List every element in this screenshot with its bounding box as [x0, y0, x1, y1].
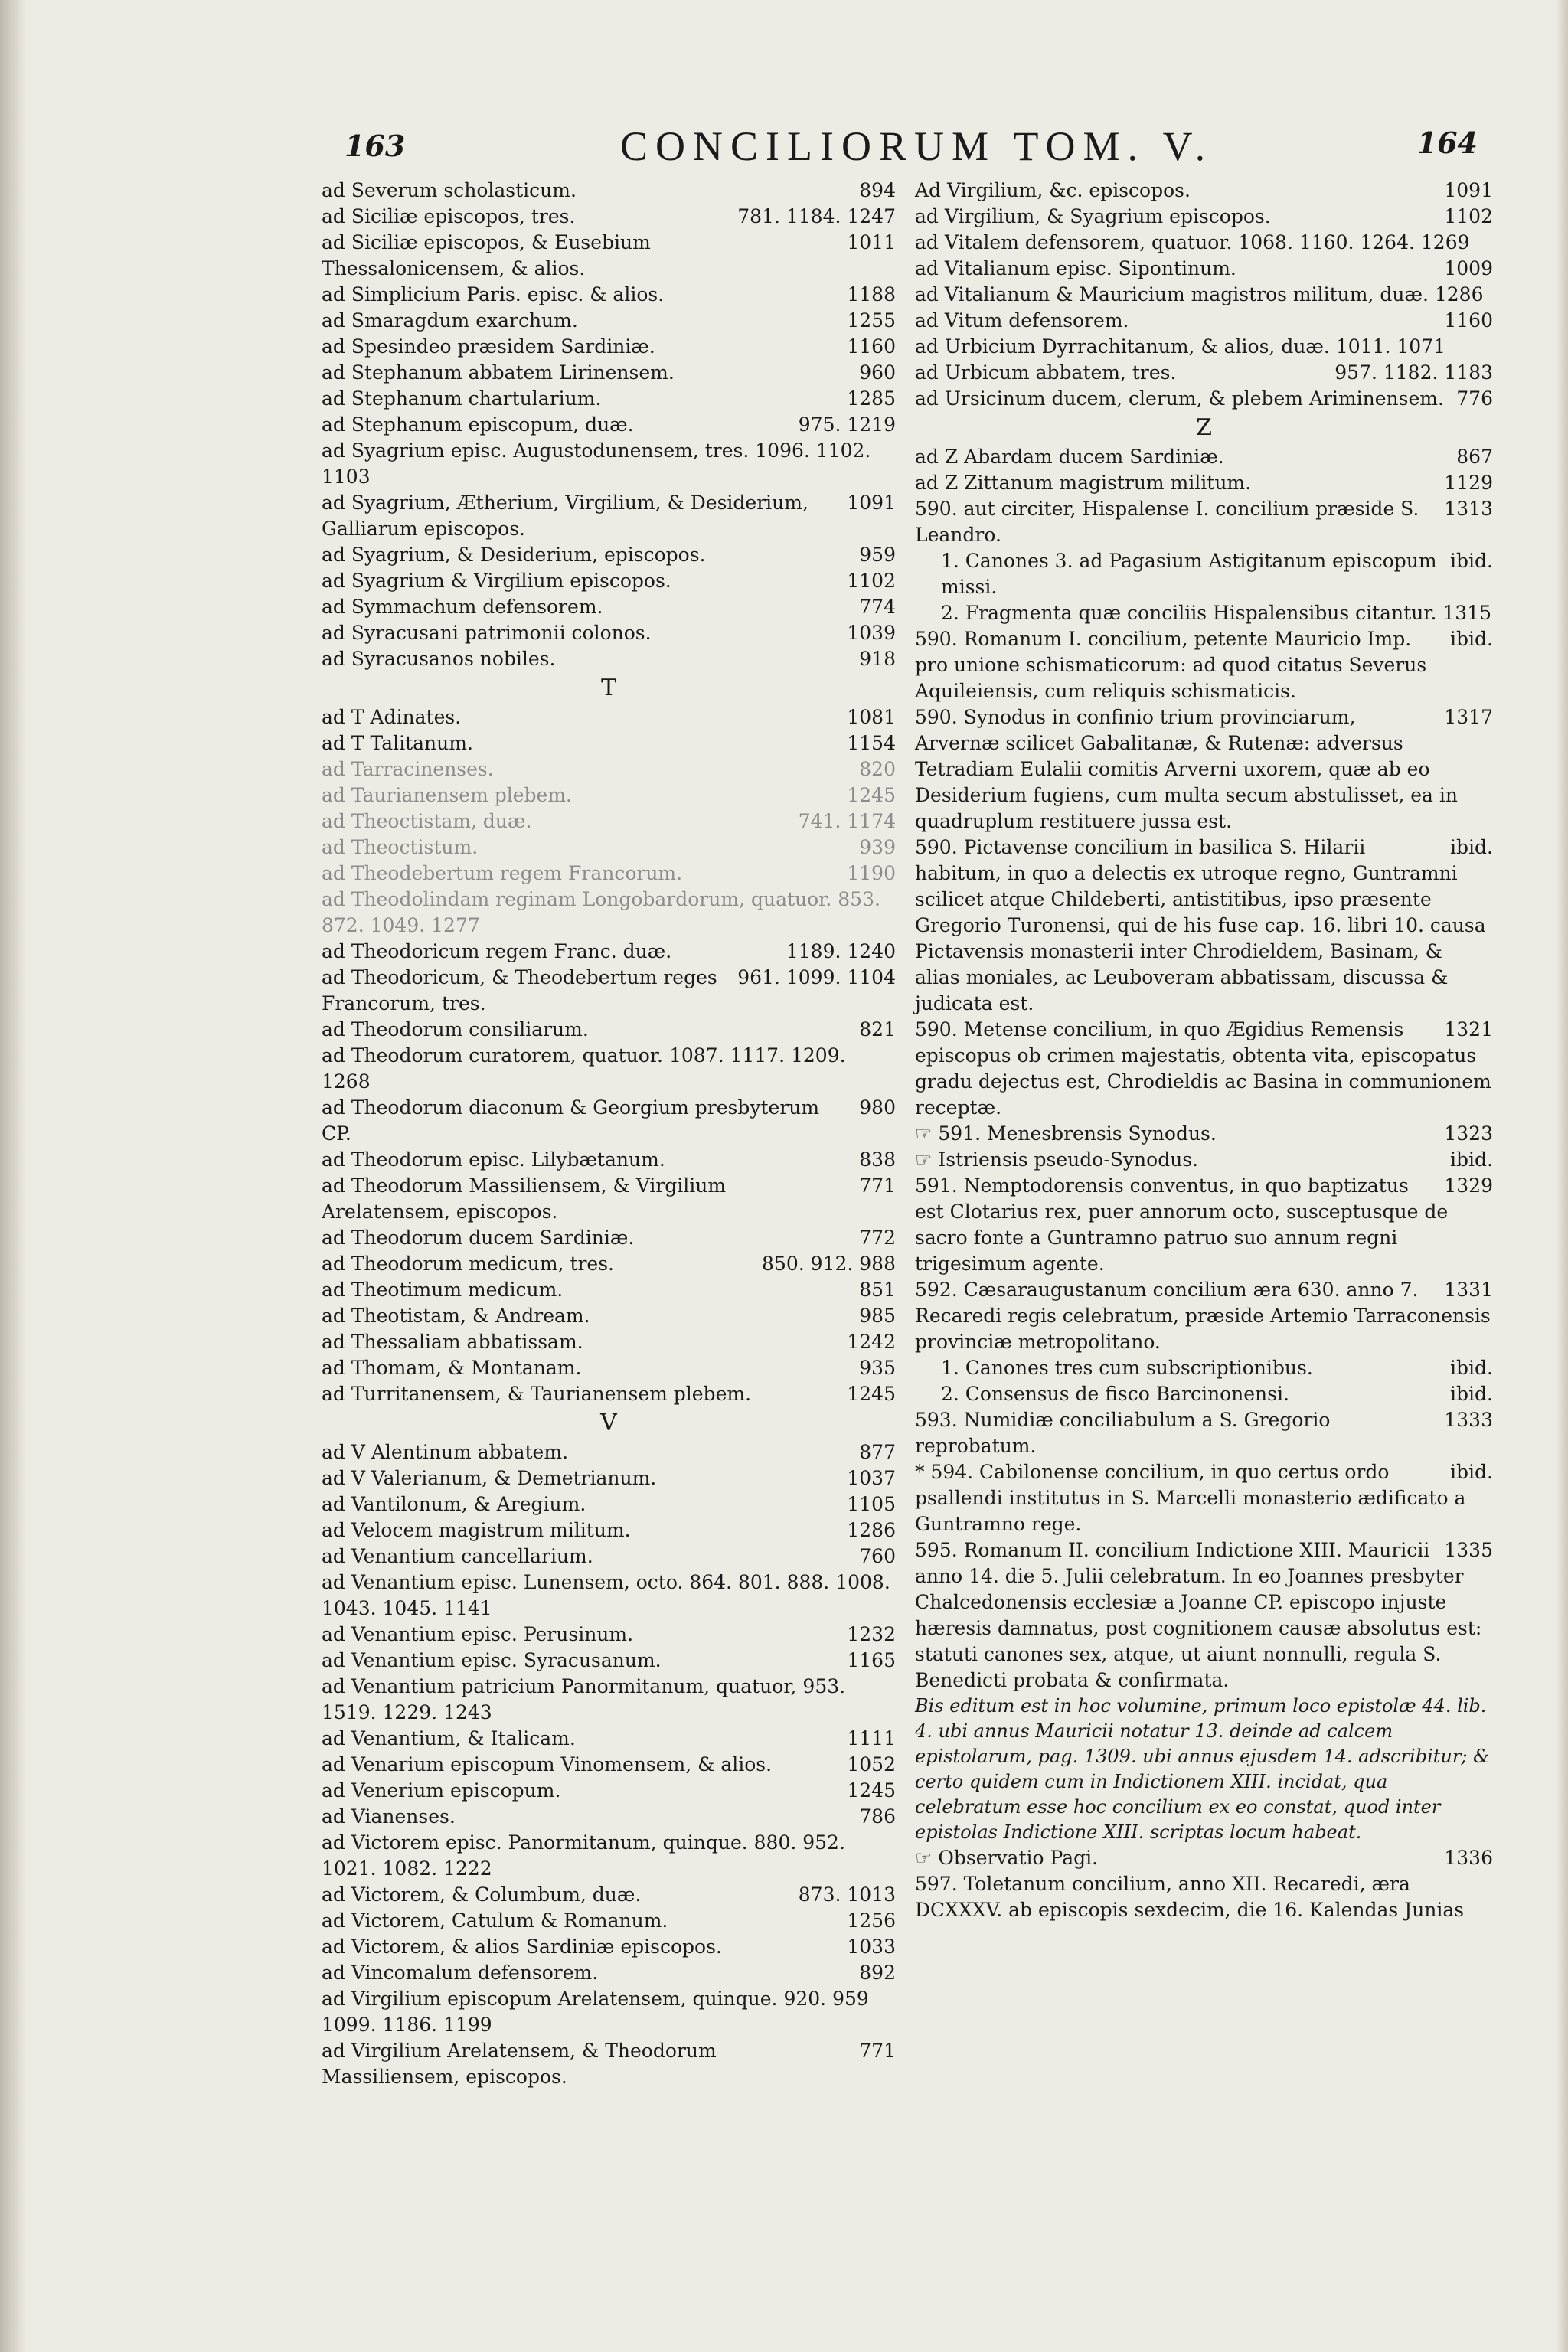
entry-page-ref: 1333 — [1444, 1409, 1493, 1431]
entry-page-ref: 1188 — [847, 283, 896, 305]
entry-page-ref: 985 — [859, 1305, 896, 1327]
entry-page-ref: 771 — [859, 2040, 896, 2062]
entry-text: ad Vitalianum & Mauricium magistros militum, duæ. 1286 — [915, 283, 1484, 305]
entry-text: ad Theodorum consiliarum. — [322, 1018, 589, 1040]
index-entry — [322, 704, 896, 730]
entry-page-ref: 980 — [859, 1096, 896, 1119]
index-entry — [322, 1674, 896, 1726]
entry-text: ad Venerium episcopum. — [322, 1779, 561, 1802]
entry-text: ad V Valerianum, & Demetrianum. — [322, 1467, 657, 1489]
index-entry — [322, 887, 896, 939]
index-entry — [322, 939, 896, 965]
entry-text: ad Theotistam, & Andream. — [322, 1305, 590, 1327]
index-entry — [322, 835, 896, 861]
entry-page-ref: 1009 — [1444, 257, 1493, 279]
councils-list-continued — [915, 1845, 1493, 1923]
index-entry — [322, 1329, 896, 1355]
index-entry — [322, 178, 896, 204]
index-entry — [322, 1830, 896, 1882]
entry-text: 597. Toletanum concilium, anno XII. Recaredi, æra DCXXXV. ab episcopis sexdecim, die 16. Kalendas Junias — [915, 1873, 1465, 1921]
entry-page-ref: 960 — [859, 361, 896, 384]
entry-text: ad Virgilium, & Syagrium episcopos. — [915, 205, 1271, 227]
entry-page-ref: 1052 — [847, 1753, 896, 1775]
entry-page-ref: 961. 1099. 1104 — [737, 966, 896, 988]
entry-text: ad Theodoricum regem Franc. duæ. — [322, 940, 672, 962]
entry-text: 595. Romanum II. concilium Indictione XIII. Mauricii anno 14. die 5. Julii celebratum. In eo Joannes presbyter Chalcedonensis ecclesiæ a Joanne CP. episcopo injuste hæresis damnatus, post cognitionem causæ absolutus est: statuti canones sex, atque, ut aiunt nonnulli, regula S. Benedicti probata & confirmata. — [915, 1539, 1482, 1691]
index-entry — [322, 386, 896, 412]
councils-list — [915, 496, 1493, 1694]
entry-text: ad Syagrium & Virgilium episcopos. — [322, 570, 671, 592]
entry-page-ref: 1165 — [847, 1649, 896, 1671]
entry-page-ref: 1102 — [1444, 205, 1493, 227]
entry-page-ref: 1256 — [847, 1909, 896, 1932]
entry-text: ad Theoctistum. — [322, 836, 479, 858]
entry-text: 591. Nemptodorensis conventus, in quo baptizatus est Clotarius rex, puer annorum octo, susceptusque de sacro fonte a Guntramno patruo suo annum regni trigesimum agente. — [915, 1174, 1449, 1275]
entry-page-ref: 1317 — [1444, 706, 1493, 728]
index-entry — [322, 1439, 896, 1465]
entry-text: ad Theodoricum, & Theodebertum reges Francorum, tres. — [322, 966, 717, 1014]
entry-text: ad Thessaliam abbatissam. — [322, 1331, 583, 1353]
entry-text: ad Theodorum medicum, tres. — [322, 1253, 615, 1275]
index-entry — [915, 1381, 1493, 1407]
entry-page-ref: 1323 — [1444, 1122, 1493, 1145]
entry-page-ref: ibid. — [1450, 1461, 1493, 1483]
index-entry — [915, 1459, 1493, 1537]
index-entry — [915, 282, 1493, 308]
entry-text: ad Theodorum diaconum & Georgium presbyterum CP. — [322, 1096, 820, 1145]
index-entry — [322, 360, 896, 386]
entry-page-ref: 781. 1184. 1247 — [737, 205, 896, 227]
entry-page-ref: 776 — [1456, 387, 1493, 410]
entry-page-ref: 1037 — [847, 1467, 896, 1489]
entry-page-ref: 894 — [859, 179, 896, 201]
entry-page-ref: ibid. — [1450, 1383, 1493, 1405]
entry-page-ref: 873. 1013 — [798, 1883, 896, 1906]
entry-text: ad T Talitanum. — [322, 732, 473, 754]
entry-text: ad Victorem, & Columbum, duæ. — [322, 1883, 642, 1906]
entry-text: ad Spesindeo præsidem Sardiniæ. — [322, 335, 655, 358]
index-entry — [322, 1726, 896, 1752]
entry-text: ad Vincomalum defensorem. — [322, 1962, 599, 1984]
index-entry — [322, 334, 896, 360]
index-entry — [915, 360, 1493, 386]
index-entry — [322, 1095, 896, 1147]
entries-v-continued-group — [915, 178, 1493, 412]
index-entry — [322, 756, 896, 782]
index-entry — [322, 308, 896, 334]
index-entry — [322, 1960, 896, 1986]
left-column — [322, 178, 896, 2090]
index-entry — [322, 1225, 896, 1251]
entry-text: ☞ Istriensis pseudo-Synodus. — [915, 1148, 1199, 1171]
section-letter-v: V — [600, 1410, 617, 1436]
index-entry — [322, 861, 896, 887]
entry-page-ref: ibid. — [1450, 1148, 1493, 1171]
page-number-left: 163 — [345, 129, 406, 163]
entry-text: ad Tarracinenses. — [322, 758, 494, 780]
entry-text: ad Vantilonum, & Aregium. — [322, 1493, 586, 1515]
entry-text: 590. Synodus in confinio trium provinciarum, Arvernæ scilicet Gabalitanæ, & Rutenæ: adversus Tetradiam Eulalii comitis Arverni uxorem, quæ ab eo Desiderium fugiens, cum multa secum abstulisset, ea in quadruplum restituere jussa est. — [915, 706, 1458, 832]
entry-text: 593. Numidiæ conciliabulum a S. Gregorio reprobatum. — [915, 1409, 1331, 1457]
index-entry — [322, 1017, 896, 1043]
entry-text: ad Venantium episc. Lunensem, octo. 864. 801. 888. 1008. 1043. 1045. 1141 — [322, 1571, 890, 1619]
index-entry — [322, 1381, 896, 1407]
entry-text: ☞ 591. Menesbrensis Synodus. — [915, 1122, 1217, 1145]
entry-page-ref: 1102 — [847, 570, 896, 592]
index-entry — [322, 204, 896, 230]
entry-text: ad Vianenses. — [322, 1805, 456, 1828]
entry-text: ad Vitalem defensorem, quatuor. 1068. 1160. 1264. 1269 — [915, 231, 1470, 253]
index-entry — [915, 178, 1493, 204]
entry-page-ref: 1329 — [1444, 1174, 1493, 1197]
entry-page-ref: 939 — [859, 836, 896, 858]
entry-page-ref: 959 — [859, 544, 896, 566]
entry-page-ref: ibid. — [1450, 836, 1493, 858]
index-entry — [322, 1544, 896, 1570]
entry-page-ref: 741. 1174 — [798, 810, 896, 832]
entry-page-ref: 1033 — [847, 1936, 896, 1958]
entry-page-ref: 1313 — [1444, 498, 1493, 520]
entry-page-ref: 1105 — [847, 1493, 896, 1515]
entry-text: 590. Pictavense concilium in basilica S. Hilarii habitum, in quo a delectis ex utroque regno, Guntramni scilicet atque Childeberti, antistitibus, ipso præsente Gregorio Turonensi, qui de his fuse cap. 16. libri 10. causa Pictavensis monasterii inter Chrodieldem, Basinam, & alias moniales, ac Leuboveram abbatissam, discussa & judicata est. — [915, 836, 1486, 1014]
index-entry — [322, 1752, 896, 1778]
entry-text: ad Thomam, & Montanam. — [322, 1357, 582, 1379]
section-letter-t: T — [600, 675, 616, 701]
entry-text: ad Theodorum episc. Lilybætanum. — [322, 1148, 665, 1171]
page-title: CONCILIORUM TOM. V. — [620, 123, 1214, 169]
entry-text: ad Siciliæ episcopos, & Eusebium Thessalonicensem, & alios. — [322, 231, 651, 279]
entry-page-ref: 957. 1182. 1183 — [1334, 361, 1493, 384]
index-entry — [915, 1173, 1493, 1277]
entry-text: ☞ Observatio Pagi. — [915, 1847, 1099, 1869]
entry-page-ref: 774 — [859, 596, 896, 618]
index-entry — [915, 1121, 1493, 1147]
index-entry — [915, 626, 1493, 704]
entry-page-ref: 1335 — [1444, 1539, 1493, 1561]
entry-text: ad Siciliæ episcopos, tres. — [322, 205, 576, 227]
index-entry — [322, 1778, 896, 1804]
entry-page-ref: 838 — [859, 1148, 896, 1171]
entry-text: ad Syagrium episc. Augustodunensem, tres. 1096. 1102. 1103 — [322, 439, 871, 488]
entry-text: 592. Cæsaraugustanum concilium æra 630. anno 7. Recaredi regis celebratum, præside Artemio Tarraconensis provinciæ metropolitano. — [915, 1279, 1491, 1353]
index-entry — [322, 230, 896, 282]
index-entry — [915, 1845, 1493, 1871]
index-entry — [322, 646, 896, 672]
entry-page-ref: 877 — [859, 1441, 896, 1463]
entry-text: ad Velocem magistrum militum. — [322, 1519, 631, 1541]
entry-text: ad Ursicinum ducem, clerum, & plebem Ariminensem. — [915, 387, 1444, 410]
entry-page-ref: 786 — [859, 1805, 896, 1828]
entry-text: ad Victorem episc. Panormitanum, quinque. 880. 952. 1021. 1082. 1222 — [322, 1831, 845, 1880]
entry-text: ad Venantium cancellarium. — [322, 1545, 593, 1567]
entry-page-ref: 821 — [859, 1018, 896, 1040]
index-entry — [322, 1934, 896, 1960]
index-entry — [322, 1622, 896, 1648]
index-entry — [322, 730, 896, 756]
entry-page-ref: 1245 — [847, 784, 896, 806]
entries-v-group — [322, 1439, 896, 2090]
entry-text: ad Syracusani patrimonii colonos. — [322, 622, 652, 644]
index-entry — [915, 470, 1493, 496]
index-entry — [915, 835, 1493, 1017]
entry-text: ad T Adinates. — [322, 706, 462, 728]
entries-t-group — [322, 704, 896, 1407]
entry-page-ref: 1321 — [1444, 1018, 1493, 1040]
entry-text: 1. Canones 3. ad Pagasium Astigitanum episcopum missi. — [941, 550, 1437, 598]
index-entry — [915, 308, 1493, 334]
index-entry — [322, 965, 896, 1017]
index-entry — [915, 444, 1493, 470]
entry-page-ref: 1189. 1240 — [786, 940, 896, 962]
index-entry — [322, 594, 896, 620]
entry-page-ref: 1081 — [847, 706, 896, 728]
index-entry — [322, 1804, 896, 1830]
index-entry — [322, 2038, 896, 2090]
entry-page-ref: 1331 — [1444, 1279, 1493, 1301]
index-entry — [915, 204, 1493, 230]
entry-text: ad Venantium, & Italicam. — [322, 1727, 576, 1749]
entry-text: ad V Alentinum abbatem. — [322, 1441, 569, 1463]
entry-text: ad Z Abardam ducem Sardiniæ. — [915, 446, 1224, 468]
entry-text: ad Z Zittanum magistrum militum. — [915, 472, 1252, 494]
entry-text: ad Theoctistam, duæ. — [322, 810, 532, 832]
entry-text: ad Stephanum abbatem Lirinensem. — [322, 361, 675, 384]
entry-page-ref: 1190 — [847, 862, 896, 884]
index-entry — [322, 1277, 896, 1303]
index-entry — [322, 412, 896, 438]
index-entry — [322, 438, 896, 490]
entry-page-ref: 850. 912. 988 — [762, 1253, 896, 1275]
entry-text: ad Taurianensem plebem. — [322, 784, 572, 806]
index-entry — [322, 1570, 896, 1622]
editorial-note: Bis editum est in hoc volumine, primum loco epistolæ 44. lib. 4. ubi annus Mauricii notatur 13. deinde ad calcem epistolarum, pag. 1309. ubi annus ejusdem 14. adscribitur; & certo quidem cum in Indictionem XIII. incidat, qua celebratum esse hoc concilium ex eo constat, quod inter epistolas Indictione XIII. scriptas locum habeat. — [915, 1695, 1490, 1843]
entry-page-ref: 1336 — [1444, 1847, 1493, 1869]
entry-text: ad Theodorum ducem Sardiniæ. — [322, 1227, 635, 1249]
running-head — [329, 122, 1499, 176]
index-entry — [322, 1043, 896, 1095]
entry-text: 2. Consensus de fisco Barcinonensi. — [941, 1383, 1289, 1405]
entry-text: Ad Virgilium, &c. episcopos. — [915, 179, 1191, 201]
index-entry — [322, 1908, 896, 1934]
entry-text: ad Urbicum abbatem, tres. — [915, 361, 1177, 384]
entry-page-ref: 771 — [859, 1174, 896, 1197]
entry-text: ad Vitalianum episc. Sipontinum. — [915, 257, 1236, 279]
index-entry — [322, 808, 896, 835]
entry-text: ad Theodolindam reginam Longobardorum, quatuor. 853. 872. 1049. 1277 — [322, 888, 880, 936]
entry-text: ad Venantium patricium Panormitanum, quatuor, 953. 1519. 1229. 1243 — [322, 1675, 846, 1723]
index-entry — [322, 1986, 896, 2038]
index-entry — [322, 1147, 896, 1173]
entry-page-ref: 1245 — [847, 1779, 896, 1802]
entry-text: 1. Canones tres cum subscriptionibus. — [941, 1357, 1313, 1379]
entry-text: ad Stephanum chartularium. — [322, 387, 602, 410]
entry-page-ref: 1255 — [847, 309, 896, 332]
entry-text: ad Syagrium, & Desiderium, episcopos. — [322, 544, 706, 566]
index-entry — [915, 334, 1493, 360]
index-entry — [322, 1648, 896, 1674]
entry-text: * 594. Cabilonense concilium, in quo certus ordo psallendi institutus in S. Marcelli monasterio ædificato a Guntramno rege. — [915, 1461, 1466, 1535]
index-entry — [322, 282, 896, 308]
entry-page-ref: 1232 — [847, 1623, 896, 1645]
entry-text: ad Virgilium episcopum Arelatensem, quinque. 920. 959 1099. 1186. 1199 — [322, 1988, 869, 2036]
entry-page-ref: 1285 — [847, 387, 896, 410]
page-number-right: 164 — [1416, 126, 1478, 160]
entry-text: ad Syagrium, Ætherium, Virgilium, & Desiderium, Galliarum episcopos. — [322, 492, 808, 540]
index-entry — [915, 230, 1493, 256]
index-entry — [322, 1465, 896, 1491]
entry-page-ref: 1011 — [847, 231, 896, 253]
entry-text: 590. Metense concilium, in quo Ægidius Remensis episcopus ob crimen majestatis, obtenta vita, episcopatus gradu dejectus est, Chrodieldis ac Basina in communionem receptæ. — [915, 1018, 1491, 1119]
entry-text: ad Simplicium Paris. episc. & alios. — [322, 283, 665, 305]
entry-text: ad Victorem, & alios Sardiniæ episcopos. — [322, 1936, 722, 1958]
entry-page-ref: 1091 — [1444, 179, 1493, 201]
index-entry — [322, 490, 896, 542]
entry-text: ad Theodorum Massiliensem, & Virgilium Arelatensem, episcopos. — [322, 1174, 727, 1223]
entry-text: ad Theotimum medicum. — [322, 1279, 564, 1301]
index-entry — [915, 496, 1493, 548]
entry-page-ref: 867 — [1456, 446, 1493, 468]
entry-page-ref: 820 — [859, 758, 896, 780]
entry-page-ref: 975. 1219 — [798, 413, 896, 436]
index-entry — [322, 568, 896, 594]
index-entry — [915, 1537, 1493, 1694]
index-entry — [915, 1017, 1493, 1121]
entry-page-ref: ibid. — [1450, 1357, 1493, 1379]
index-entry — [322, 782, 896, 808]
entry-page-ref: 1242 — [847, 1331, 896, 1353]
book-page-edge-left — [0, 0, 26, 2352]
book-page-edge-right — [1556, 0, 1568, 2352]
entry-page-ref: 1039 — [847, 622, 896, 644]
entry-text: 590. Romanum I. concilium, petente Mauricio Imp. pro unione schismaticorum: ad quod citatus Severus Aquileiensis, cum reliquis schismaticis. — [915, 628, 1427, 702]
index-entry — [915, 548, 1493, 600]
entry-text: ad Venantium episc. Perusinum. — [322, 1623, 634, 1645]
entry-text: ad Severum scholasticum. — [322, 179, 577, 201]
index-entry — [915, 1871, 1493, 1923]
index-entry — [322, 620, 896, 646]
right-column — [915, 178, 1493, 1923]
index-entry — [915, 256, 1493, 282]
index-entry — [322, 542, 896, 568]
index-entry — [322, 1355, 896, 1381]
index-entry — [915, 1147, 1493, 1173]
entry-page-ref: 1111 — [847, 1727, 896, 1749]
entry-text: ad Turritanensem, & Taurianensem plebem. — [322, 1383, 752, 1405]
entry-text: ad Virgilium Arelatensem, & Theodorum Massiliensem, episcopos. — [322, 2040, 717, 2088]
index-entry — [915, 600, 1493, 626]
entry-text: ad Venantium episc. Syracusanum. — [322, 1649, 662, 1671]
entry-text: ad Vitum defensorem. — [915, 309, 1129, 332]
entry-page-ref: 772 — [859, 1227, 896, 1249]
entry-text: ad Venarium episcopum Vinomensem, & alios. — [322, 1753, 773, 1775]
entry-text: ad Theodebertum regem Francorum. — [322, 862, 683, 884]
entry-page-ref: 1160 — [1444, 309, 1493, 332]
entry-page-ref: 1091 — [847, 492, 896, 514]
entry-text: ad Syracusanos nobiles. — [322, 648, 556, 670]
entry-page-ref: 935 — [859, 1357, 896, 1379]
entry-text: ad Stephanum episcopum, duæ. — [322, 413, 634, 436]
index-entry — [322, 1303, 896, 1329]
entry-page-ref: 760 — [859, 1545, 896, 1567]
index-entry — [915, 704, 1493, 835]
entry-text: 590. aut circiter, Hispalense I. concilium præside S. Leandro. — [915, 498, 1419, 546]
index-entry — [322, 1173, 896, 1225]
entry-text: ad Smaragdum exarchum. — [322, 309, 578, 332]
index-entry — [322, 1517, 896, 1544]
entries-s-group — [322, 178, 896, 672]
index-entry — [322, 1882, 896, 1908]
entry-page-ref: ibid. — [1450, 550, 1493, 572]
entry-text: ad Victorem, Catulum & Romanum. — [322, 1909, 668, 1932]
entry-page-ref: 1129 — [1444, 472, 1493, 494]
index-entry — [322, 1491, 896, 1517]
index-entry — [915, 1407, 1493, 1459]
entry-text: 2. Fragmenta quæ conciliis Hispalensibus citantur. 1315 — [941, 602, 1492, 624]
index-entry — [915, 1355, 1493, 1381]
index-entry — [322, 1251, 896, 1277]
entry-text: ad Theodorum curatorem, quatuor. 1087. 1117. 1209. 1268 — [322, 1044, 846, 1093]
index-entry — [915, 386, 1493, 412]
entry-page-ref: ibid. — [1450, 628, 1493, 650]
entry-page-ref: 1245 — [847, 1383, 896, 1405]
entry-page-ref: 918 — [859, 648, 896, 670]
entry-page-ref: 1154 — [847, 732, 896, 754]
entry-page-ref: 1160 — [847, 335, 896, 358]
entry-page-ref: 1286 — [847, 1519, 896, 1541]
section-letter-z: Z — [1196, 414, 1212, 441]
entry-text: ad Urbicium Dyrrachitanum, & alios, duæ. 1011. 1071 — [915, 335, 1446, 358]
entry-page-ref: 892 — [859, 1962, 896, 1984]
entry-text: ad Symmachum defensorem. — [322, 596, 603, 618]
entries-z-group — [915, 444, 1493, 496]
entry-page-ref: 851 — [859, 1279, 896, 1301]
index-entry — [915, 1277, 1493, 1355]
